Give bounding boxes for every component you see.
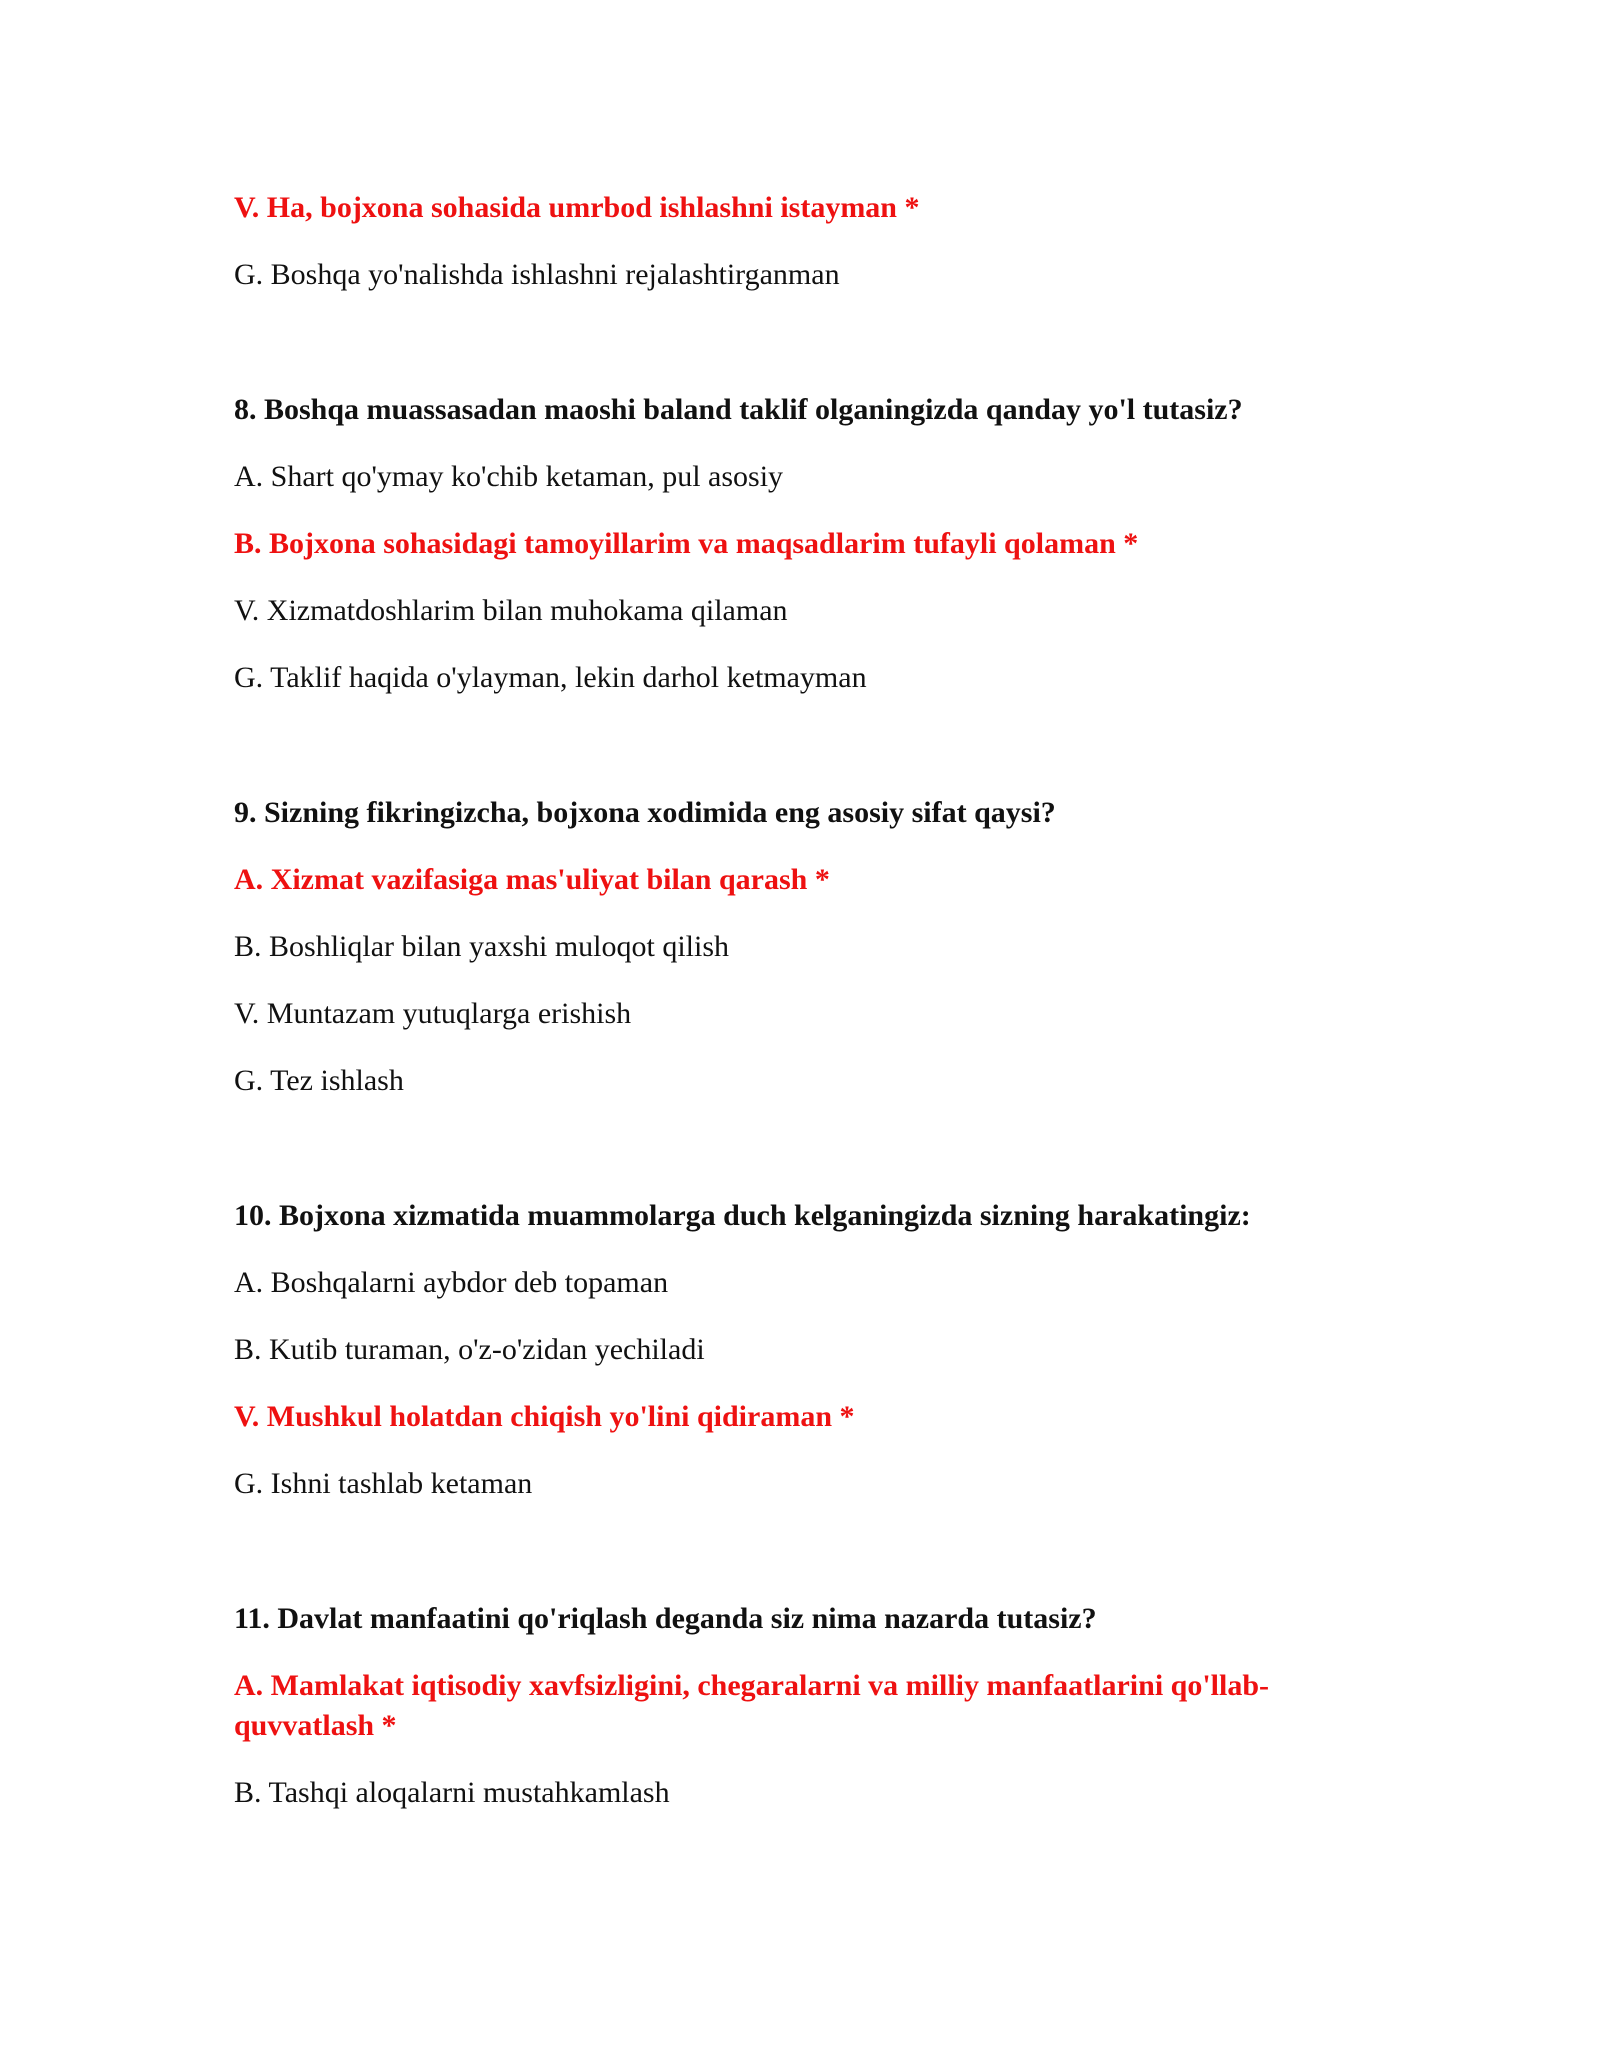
question-9-option-v: V. Muntazam yutuqlarga erishish (234, 997, 632, 1030)
question-11-option-b: B. Tashqi aloqalarni mustahkamlash (234, 1776, 670, 1809)
question-9-block (234, 793, 1364, 1101)
question-8-option-v: V. Xizmatdoshlarim bilan muhokama qilaman (234, 594, 788, 627)
question-8-text: 8. Boshqa muassasadan maoshi baland taklif olganingizda qanday yo'l tutasiz? (234, 393, 1243, 426)
question-11-block (234, 1599, 1364, 1813)
question-10-option-a: A. Boshqalarni aybdor deb topaman (234, 1266, 669, 1299)
question-9-option-a-correct: A. Xizmat vazifasiga mas'uliyat bilan qarash * (234, 863, 830, 896)
question-8-option-g: G. Taklif haqida o'ylayman, lekin darhol ketmayman (234, 661, 867, 694)
spacer (234, 725, 1364, 793)
question-9-option-g: G. Tez ishlash (234, 1064, 404, 1097)
question-9-text: 9. Sizning fikringizcha, bojxona xodimida eng asosiy sifat qaysi? (234, 796, 1056, 829)
question-7-block (234, 188, 1364, 295)
spacer (234, 1531, 1364, 1599)
question-8-block (234, 390, 1364, 698)
question-10-block (234, 1196, 1364, 1504)
question-8-option-b-correct: B. Bojxona sohasidagi tamoyillarim va maqsadlarim tufayli qolaman * (234, 527, 1139, 560)
question-7-option-v-correct: V. Ha, bojxona sohasida umrbod ishlashni istayman * (234, 191, 920, 224)
spacer (234, 1128, 1364, 1196)
question-9-option-b: B. Boshliqlar bilan yaxshi muloqot qilish (234, 930, 729, 963)
question-10-option-g: G. Ishni tashlab ketaman (234, 1467, 533, 1500)
question-8-option-a: A. Shart qo'ymay ko'chib ketaman, pul asosiy (234, 460, 784, 493)
question-11-option-a-correct: A. Mamlakat iqtisodiy xavfsizligini, chegaralarni va milliy manfaatlarini qo'llab-quvvatlash * (234, 1669, 1270, 1742)
question-7-option-g: G. Boshqa yo'nalishda ishlashni rejalashtirganman (234, 258, 840, 291)
spacer (234, 322, 1364, 390)
document-page (234, 188, 1364, 1840)
question-10-option-b: B. Kutib turaman, o'z-o'zidan yechiladi (234, 1333, 705, 1366)
question-11-text: 11. Davlat manfaatini qo'riqlash deganda siz nima nazarda tutasiz? (234, 1602, 1097, 1635)
question-10-text: 10. Bojxona xizmatida muammolarga duch kelganingizda sizning harakatingiz: (234, 1199, 1251, 1232)
question-10-option-v-correct: V. Mushkul holatdan chiqish yo'lini qidiraman * (234, 1400, 855, 1433)
